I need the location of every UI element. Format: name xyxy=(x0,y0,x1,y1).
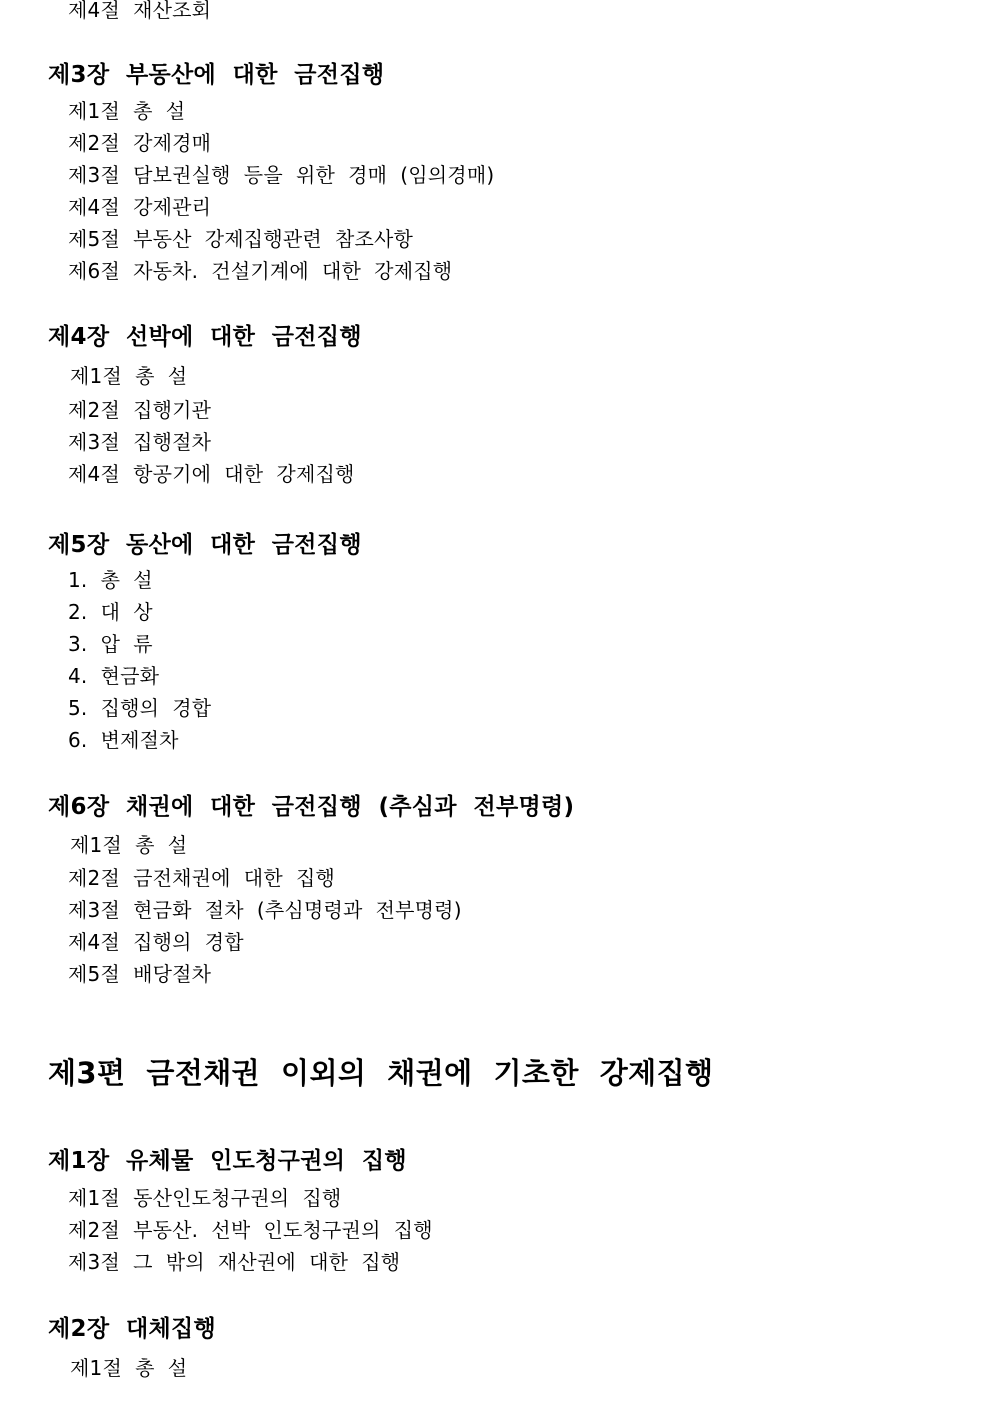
section-heading: 제2절 금전채권에 대한 집행 xyxy=(68,866,335,890)
section-heading: 제4절 집행의 경합 xyxy=(68,930,244,954)
section-heading: 제1절 총 설 xyxy=(70,1356,188,1380)
section-heading: 제4절 강제관리 xyxy=(68,195,212,219)
list-item: 6. 변제절차 xyxy=(68,728,179,752)
chapter-heading: 제3장 부동산에 대한 금전집행 xyxy=(48,62,385,88)
section-heading: 제3절 그 밖의 재산권에 대한 집행 xyxy=(68,1250,401,1274)
section-heading: 제4절 재산조회 xyxy=(68,0,212,22)
list-item: 1. 총 설 xyxy=(68,568,153,592)
chapter-heading: 제1장 유체물 인도청구권의 집행 xyxy=(48,1148,407,1174)
section-heading: 제6절 자동차. 건설기계에 대한 강제집행 xyxy=(68,259,453,283)
section-heading: 제3절 담보권실행 등을 위한 경매 (임의경매) xyxy=(68,163,495,187)
section-heading: 제1절 총 설 xyxy=(70,364,188,388)
section-heading: 제3절 현금화 절차 (추심명령과 전부명령) xyxy=(68,898,462,922)
section-heading: 제3절 집행절차 xyxy=(68,430,212,454)
section-heading: 제4절 항공기에 대한 강제집행 xyxy=(68,462,355,486)
chapter-heading: 제6장 채권에 대한 금전집행 (추심과 전부명령) xyxy=(48,794,575,820)
list-item: 5. 집행의 경합 xyxy=(68,696,212,720)
section-heading: 제5절 배당절차 xyxy=(68,962,212,986)
list-item: 3. 압 류 xyxy=(68,632,153,656)
section-heading: 제2절 집행기관 xyxy=(68,398,212,422)
chapter-heading: 제2장 대체집행 xyxy=(48,1316,217,1342)
section-heading: 제5절 부동산 강제집행관련 참조사항 xyxy=(68,227,414,251)
section-heading: 제2절 부동산. 선박 인도청구권의 집행 xyxy=(68,1218,433,1242)
list-item: 2. 대 상 xyxy=(68,600,153,624)
section-heading: 제1절 총 설 xyxy=(68,99,186,123)
chapter-heading: 제4장 선박에 대한 금전집행 xyxy=(48,324,362,350)
chapter-heading: 제5장 동산에 대한 금전집행 xyxy=(48,532,362,558)
section-heading: 제2절 강제경매 xyxy=(68,131,212,155)
part-heading: 제3편 금전채권 이외의 채권에 기초한 강제집행 xyxy=(48,1056,714,1090)
list-item: 4. 현금화 xyxy=(68,664,160,688)
section-heading: 제1절 동산인도청구권의 집행 xyxy=(68,1186,342,1210)
section-heading: 제1절 총 설 xyxy=(70,833,188,857)
